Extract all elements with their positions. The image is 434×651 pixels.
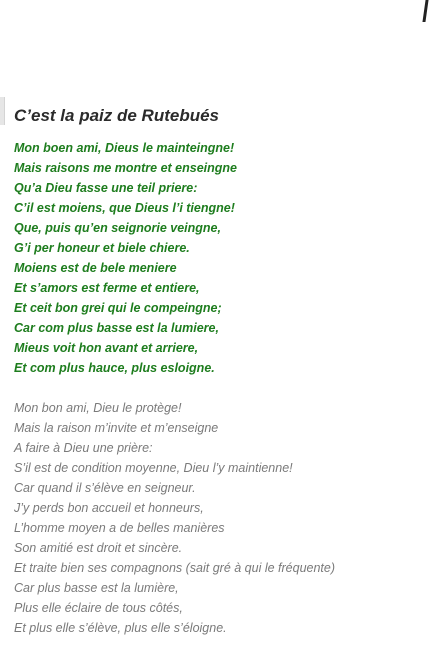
- original-line: Car com plus basse est la lumiere,: [14, 321, 219, 335]
- original-line: G’i per honeur et biele chiere.: [14, 241, 190, 255]
- original-line: Moiens est de bele meniere: [14, 261, 177, 275]
- translation-line: Plus elle éclaire de tous côtés,: [14, 601, 183, 615]
- original-line: Mais raisons me montre et enseingne: [14, 161, 237, 175]
- translation-line: Et plus elle s’élève, plus elle s’éloigne.: [14, 621, 227, 635]
- original-line: Mieus voit hon avant et arriere,: [14, 341, 199, 355]
- translation-stanza: [14, 398, 335, 638]
- original-line: Et ceit bon grei qui le compeingne;: [14, 301, 222, 315]
- translation-line: Son amitié est droit et sincère.: [14, 541, 183, 555]
- translation-line: Mon bon ami, Dieu le protège!: [14, 401, 182, 415]
- translation-line: Car quand il s’élève en seigneur.: [14, 481, 196, 495]
- translation-line: Et traite bien ses compagnons (sait gré à qui le fréquente): [14, 561, 336, 575]
- translation-line: A faire à Dieu une prière:: [14, 441, 153, 455]
- original-line: Qu’a Dieu fasse une teil priere:: [14, 181, 198, 195]
- translation-line: S’il est de condition moyenne, Dieu l’y maintienne!: [14, 461, 293, 475]
- translation-line: L’homme moyen a de belles manières: [14, 521, 225, 535]
- original-line: C’il est moiens, que Dieus l’i tiengne!: [14, 201, 235, 215]
- poem-title: C’est la paiz de Rutebués: [14, 106, 219, 125]
- translation-line: J’y perds bon accueil et honneurs,: [14, 501, 204, 515]
- left-edge-rule: [0, 97, 5, 125]
- original-line: Et s’amors est ferme et entiere,: [14, 281, 200, 295]
- corner-glyph: [422, 0, 428, 22]
- original-line: Que, puis qu’en seignorie veingne,: [14, 221, 221, 235]
- translation-line: Car plus basse est la lumière,: [14, 581, 179, 595]
- original-stanza: [14, 138, 237, 378]
- original-line: Mon boen ami, Dieus le mainteingne!: [14, 141, 235, 155]
- translation-line: Mais la raison m’invite et m’enseigne: [14, 421, 219, 435]
- original-line: Et com plus hauce, plus esloigne.: [14, 361, 215, 375]
